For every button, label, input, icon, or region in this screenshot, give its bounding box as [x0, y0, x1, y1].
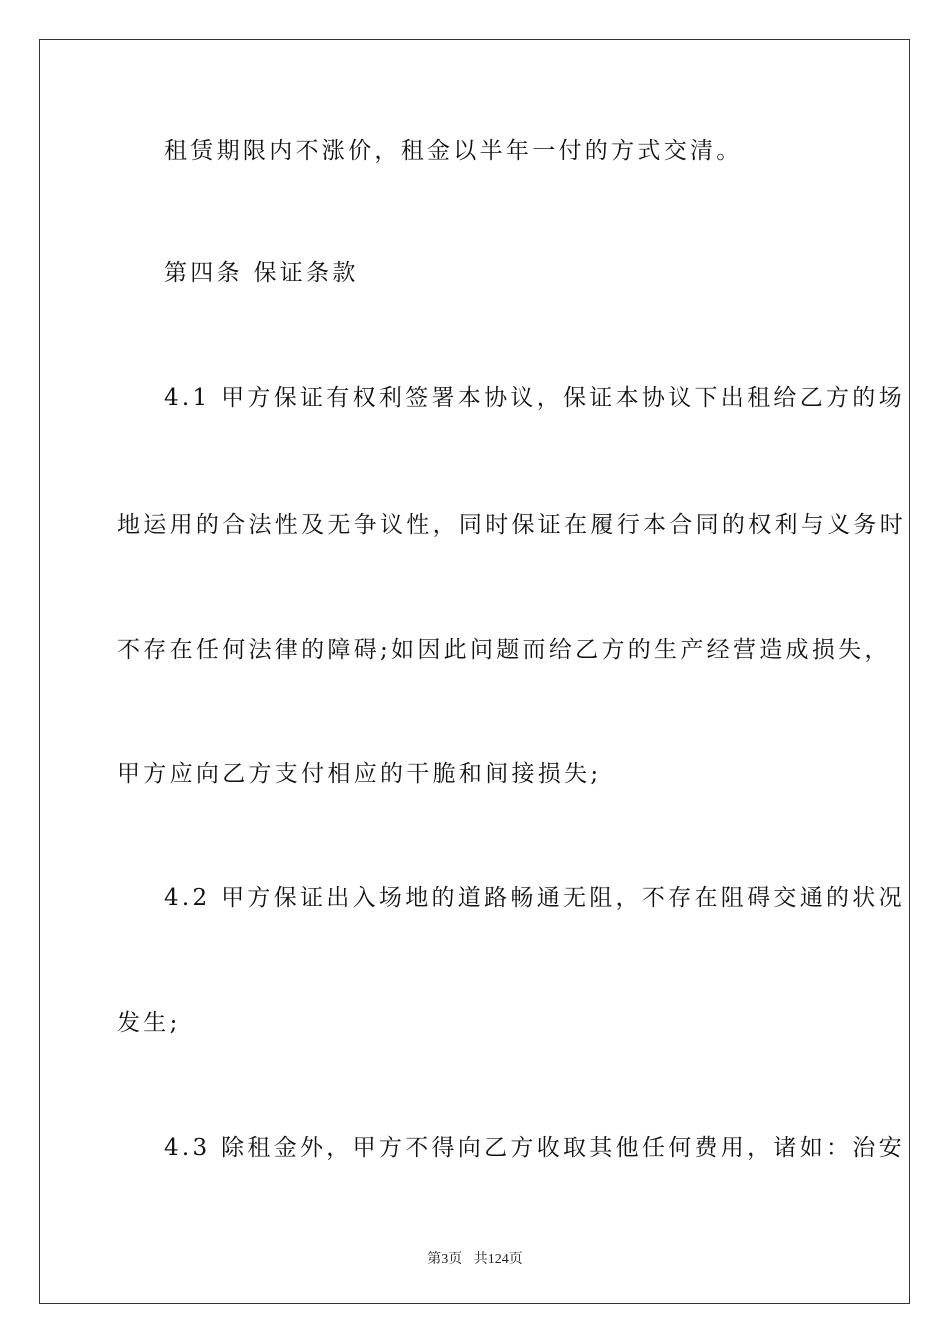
page-frame — [39, 39, 910, 1304]
clause-4-1-line-1: 4.1 甲方保证有权利签署本协议，保证本协议下出租给乙方的场 — [164, 385, 905, 411]
clause-4-1-line-2: 地运用的合法性及无争议性，同时保证在履行本合同的权利与义务时 — [117, 512, 906, 538]
page-footer — [0, 1248, 950, 1268]
clause-4-1-line-4: 甲方应向乙方支付相应的干脆和间接损失; — [117, 761, 602, 787]
body-line-rent-term: 租赁期限内不涨价，租金以半年一付的方式交清。 — [164, 138, 743, 164]
clause-4-3-line-1: 4.3 除租金外，甲方不得向乙方收取其他任何费用，诸如：治安 — [164, 1135, 905, 1161]
page-total: 共124页 — [473, 1252, 523, 1267]
section-heading-guarantee: 第四条 保证条款 — [164, 260, 359, 286]
clause-4-1-line-3: 不存在任何法律的障碍;如因此问题而给乙方的生产经营造成损失， — [117, 637, 891, 663]
clause-4-2-line-1: 4.2 甲方保证出入场地的道路畅通无阻，不存在阻碍交通的状况 — [164, 885, 905, 911]
clause-4-2-line-2: 发生; — [117, 1010, 181, 1036]
page-number: 第3页 — [427, 1252, 463, 1267]
